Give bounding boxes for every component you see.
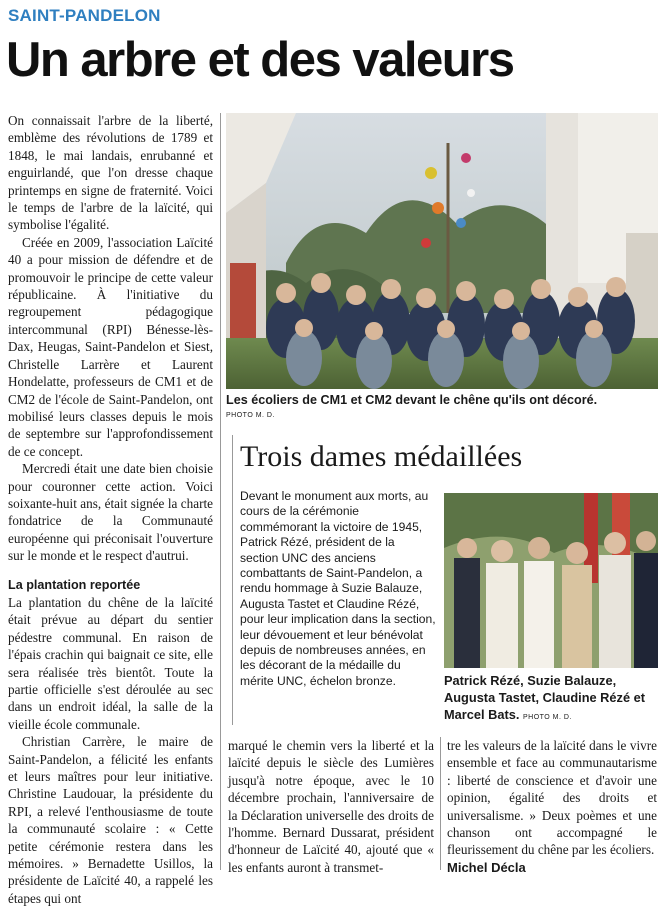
paragraph: marqué le chemin vers la liberté et la laïcité depuis le siècle des Lumières jusqu'à notre époque, avec le 10 décembre prochain, l'anniversaire de la Déclaration universelle des droits de l'homme. Bernard Dussarat, président d'honneur de Laïcité 40, ajouté que « les enfants auront à transmet- bbox=[228, 738, 434, 875]
box-text: Devant le monument aux morts, au cours de la cérémonie commémorant la victoire de 1945, Patrick Rézé, président de la section UNC des anciens combattants de Saint-Pandelon, a rendu hommage à Suzie Balauze, Augusta Tastet et Claudine Rézé, pour leur implication dans la section, leur dévouement et leur bénévolat depuis de nombreuses années, en les décorant de la médaille du mérite UNC, échelon bronze. bbox=[240, 489, 436, 688]
column-divider bbox=[220, 113, 221, 870]
box-title: Trois dames médaillées bbox=[240, 440, 523, 473]
paragraph: tre les valeurs de la laïcité dans le vivre ensemble et face au communautarisme : liberté de conscience et d'avoir une opinion, égalité des droits et universalisme. » Deux poèmes et une chanson ont accompagné le fleurissement du chêne par les écoliers. bbox=[447, 738, 657, 858]
article-column-1 bbox=[8, 112, 213, 907]
article-column-3 bbox=[447, 737, 657, 876]
medal-photo-caption bbox=[444, 672, 660, 726]
medal-photo-illustration bbox=[444, 493, 658, 668]
section-kicker: SAINT-PANDELON bbox=[8, 6, 161, 25]
box-divider bbox=[232, 435, 233, 725]
paragraph: Christian Carrère, le maire de Saint-Pandelon, a félicité les enfants et leurs maîtres pour leur initiative. Christine Laudouar, la présidente du RPI, a relevé l'enthousiasme de toute la communauté scolaire : « Cette petite cérémonie restera dans les mémoires. » Bernadette Usillos, la présidente de Laïcité 40, a rappelé les étapes qui ont bbox=[8, 734, 213, 906]
paragraph: La plantation du chêne de la laïcité était prévue au départ du sentier pédestre communal. En raison de l'épais crachin qui baignait ce site, elle sera réalisée très bientôt. Toute la partie officielle s'est déroulée au sec dans un endroit idéal, la salle de la vieille école communale. bbox=[8, 594, 213, 732]
article-author: Michel Décla bbox=[447, 859, 526, 875]
caption-text: Les écoliers de CM1 et CM2 devant le chêne qu'ils ont décoré. bbox=[226, 393, 598, 407]
paragraph: Créée en 2009, l'association Laïcité 40 a pour mission de défendre et de promouvoir le principe de cette valeur républicaine. À l'initiative du regroupement pédagogique intercommunal (RPI) Bénesse-lès-Dax, Heugas, Saint-Pandelon et Siest, Christelle Larrère et Laurent Hondelatte, professeurs de CM1 et de CM2 de l'école de Saint-Pandelon, ont mobilisé leurs classes depuis le mois de septembre sur l'approfondissement de ce concept. bbox=[8, 234, 213, 459]
medal-caption-text: Patrick Rézé, Suzie Balauze, Augusta Tastet, Claudine Rézé et Marcel Bats. bbox=[444, 673, 645, 722]
medal-photo-credit: PHOTO M. D. bbox=[522, 714, 572, 721]
paragraph: On connaissait l'arbre de la liberté, emblème des révolutions de 1789 et 1848, le mai landais, enrubanné et enguirlandé, que l'on dresse chaque printemps en signe de fraternité. Voici le temps de l'arbre de la laïcité, qui symbolise l'égalité. bbox=[8, 113, 213, 233]
paragraph: Mercredi était une date bien choisie pour couronner cette action. Voici soixante-huit ans, était signée la charte fondatrice de la Communauté européenne qui préconisait l'ouverture sur le monde et le respect d'autrui. bbox=[8, 461, 213, 564]
photo-credit: PHOTO M. D. bbox=[226, 412, 275, 419]
column-divider bbox=[440, 737, 441, 870]
article-column-2 bbox=[228, 737, 434, 876]
article-headline: Un arbre et des valeurs bbox=[6, 33, 514, 87]
photo-illustration bbox=[226, 113, 658, 389]
medal-ceremony-photo bbox=[444, 493, 658, 668]
schoolchildren-photo bbox=[226, 113, 658, 389]
photo-caption bbox=[226, 392, 658, 408]
subheading: La plantation reportée bbox=[8, 577, 141, 592]
